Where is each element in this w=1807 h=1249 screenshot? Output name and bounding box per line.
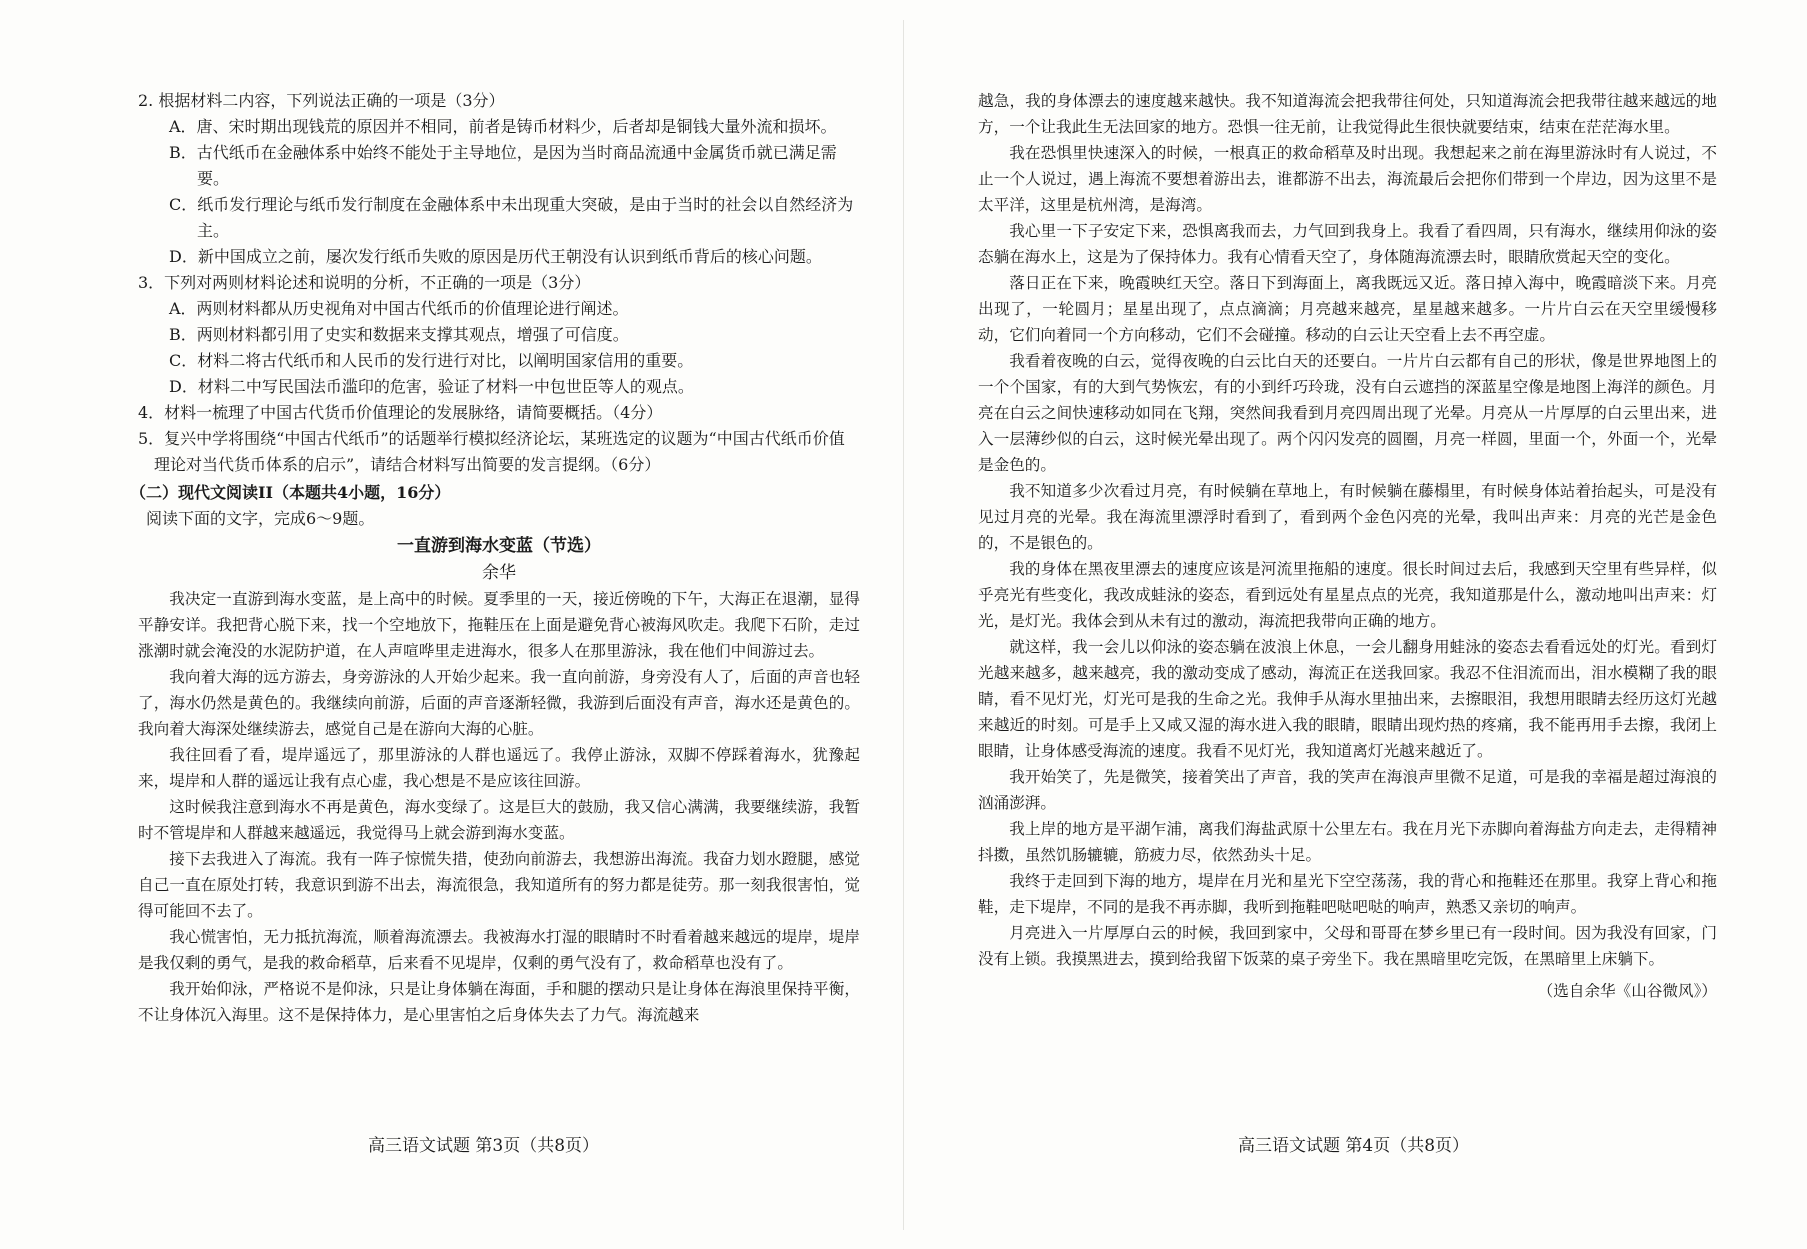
question-3-option-a: A．两则材料都从历史视角对中国古代纸币的价值理论进行阐述。: [169, 299, 629, 318]
passage-paragraph: 落日正在下来，晚霞映红天空。落日下到海面上，离我既远又近。落日掉入海中，晚霞暗淡下来。月亮出现了，一轮圆月；星星出现了，点点滴滴；月亮越来越亮，星星越来越多。一片片白云在天空里缓慢移动，它们向着同一个方向移动，它们不会碰撞。移动的白云让天空看上去不再空虚。: [978, 274, 1717, 344]
question-2-option-b: B．古代纸币在金融体系中始终不能处于主导地位，是因为当时商品流通中金属货币就已满足需要。: [169, 143, 837, 188]
left-page: [0, 0, 900, 1249]
passage-paragraph: 我在恐惧里快速深入的时候，一根真正的救命稻草及时出现。我想起来之前在海里游泳时有人说过，不止一个人说过，遇上海流不要想着游出去，谁都游不出去，海流最后会把你们带到一个岸边，因为这里不是太平洋，这里是杭州湾，是海湾。: [978, 144, 1717, 214]
passage-paragraph: 就这样，我一会儿以仰泳的姿态躺在波浪上休息，一会儿翻身用蛙泳的姿态去看看远处的灯光。看到灯光越来越多，越来越亮，我的激动变成了感动，海流正在送我回家。我忍不住泪流而出，泪水模糊了我的眼睛，看不见灯光，灯光可是我的生命之光。我伸手从海水里抽出来，去擦眼泪，我想用眼睛去经历这灯光越来越近的时刻。可是手上又咸又湿的海水进入我的眼睛，眼睛出现灼热的疼痛，我不能再用手去擦，我闭上眼睛，让身体感受海流的速度。我看不见灯光，我知道离灯光越来越近了。: [978, 638, 1717, 760]
page-footer-left: 高三语文试题 第3页（共8页）: [368, 1136, 600, 1156]
passage-source: （选自余华《山谷微风》）: [1537, 982, 1717, 1000]
passage-author: 余华: [482, 563, 516, 583]
passage-paragraph: 我心里一下子安定下来，恐惧离我而去，力气回到我身上。我看了看四周，只有海水，继续用仰泳的姿态躺在海水上，这是为了保持体力。我有心情看天空了，身体随海流漂去时，眼睛欣赏起天空的变化。: [978, 222, 1717, 266]
passage-paragraph: 接下去我进入了海流。我有一阵子惊慌失措，使劲向前游去，我想游出海流。我奋力划水蹬腿，感觉自己一直在原处打转，我意识到游不出去，海流很急，我知道所有的努力都是徒劳。那一刻我很害怕，觉得可能回不去了。: [138, 850, 860, 920]
passage-paragraph: 月亮进入一片厚厚白云的时候，我回到家中，父母和哥哥在梦乡里已有一段时间。因为我没有回家，门没有上锁。我摸黑进去，摸到给我留下饭菜的桌子旁坐下。我在黑暗里吃完饭，在黑暗里上床躺下。: [978, 924, 1717, 968]
question-4: 4．材料一梳理了中国古代货币价值理论的发展脉络，请简要概括。（4分）: [138, 403, 663, 422]
question-3-stem: 3．下列对两则材料论述和说明的分析，不正确的一项是（3分）: [138, 273, 591, 292]
question-5: 5．复兴中学将围绕“中国古代纸币”的话题举行模拟经济论坛，某班选定的议题为“中国古代纸币价值理论对当代货币体系的启示”，请结合材料写出简要的发言提纲。（6分）: [138, 429, 845, 474]
passage-paragraph: 越急，我的身体漂去的速度越来越快。我不知道海流会把我带往何处，只知道海流会把我带往越来越远的地方，一个让我此生无法回家的地方。恐惧一往无前，让我觉得此生很快就要结束，结束在茫茫海水里。: [978, 92, 1717, 136]
passage-paragraph: 我向着大海的远方游去，身旁游泳的人开始少起来。我一直向前游，身旁没有人了，后面的声音也轻了，海水仍然是黄色的。我继续向前游，后面的声音逐渐轻微，我游到后面没有声音，海水还是黄色的。我向着大海深处继续游去，感觉自己是在游向大海的心脏。: [138, 668, 860, 738]
passage-paragraph: 我开始仰泳，严格说不是仰泳，只是让身体躺在海面，手和腿的摆动只是让身体在海浪里保持平衡，不让身体沉入海里。这不是保持体力，是心里害怕之后身体失去了力气。海流越来: [138, 980, 860, 1024]
right-page: [900, 0, 1807, 1249]
passage-paragraph: 我不知道多少次看过月亮，有时候躺在草地上，有时候躺在藤榻里，有时候身体站着抬起头，可是没有见过月亮的光晕。我在海流里漂浮时看到了，看到两个金色闪亮的光晕，我叫出声来：月亮的光芒是金色的，不是银色的。: [978, 482, 1717, 552]
passage-paragraph: 这时候我注意到海水不再是黄色，海水变绿了。这是巨大的鼓励，我又信心满满，我要继续游，我暂时不管堤岸和人群越来越遥远，我觉得马上就会游到海水变蓝。: [138, 798, 860, 842]
question-2-option-c: C．纸币发行理论与纸币发行制度在金融体系中未出现重大突破，是由于当时的社会以自然经济为主。: [169, 195, 854, 240]
passage-paragraph: 我往回看了看，堤岸遥远了，那里游泳的人群也遥远了。我停止游泳，双脚不停踩着海水，犹豫起来，堤岸和人群的遥远让我有点心虚，我心想是不是应该往回游。: [138, 746, 860, 790]
passage-paragraph: 我决定一直游到海水变蓝，是上高中的时候。夏季里的一天，接近傍晚的下午，大海正在退潮，显得平静安详。我把背心脱下来，找一个空地放下，拖鞋压在上面是避免背心被海风吹走。我爬下石阶，走过涨潮时就会淹没的水泥防护道，在人声喧哗里走进海水，很多人在那里游泳，我在他们中间游过去。: [138, 590, 860, 660]
passage-paragraph: 我看着夜晚的白云，觉得夜晚的白云比白天的还要白。一片片白云都有自己的形状，像是世界地图上的一个个国家，有的大到气势恢宏，有的小到纤巧玲珑，没有白云遮挡的深蓝星空像是地图上海洋的颜色。月亮在白云之间快速移动如同在飞翔，突然间我看到月亮四周出现了光晕。月亮从一片厚厚的白云里出来，进入一层薄纱似的白云，这时候光晕出现了。两个闪闪发亮的圆圈，月亮一样圆，里面一个，外面一个，光晕是金色的。: [978, 352, 1717, 474]
passage-title: 一直游到海水变蓝（节选）: [397, 536, 601, 556]
question-3-option-c: C．材料二将古代纸币和人民币的发行进行对比，以阐明国家信用的重要。: [169, 351, 694, 370]
page-footer-right: 高三语文试题 第4页（共8页）: [1238, 1136, 1470, 1156]
passage-paragraph: 我开始笑了，先是微笑，接着笑出了声音，我的笑声在海浪声里微不足道，可是我的幸福是超过海浪的汹涌澎湃。: [978, 768, 1717, 812]
question-2-option-a: A．唐、宋时期出现钱荒的原因并不相同，前者是铸币材料少，后者却是铜钱大量外流和损坏。: [169, 117, 837, 136]
passage-paragraph: 我心慌害怕，无力抵抗海流，顺着海流漂去。我被海水打湿的眼睛时不时看着越来越远的堤岸，堤岸是我仅剩的勇气，是我的救命稻草，后来看不见堤岸，仅剩的勇气没有了，救命稻草也没有了。: [138, 928, 860, 972]
question-2-stem: 2. 根据材料二内容，下列说法正确的一项是（3分）: [138, 91, 505, 110]
question-2-option-d: D．新中国成立之前，屡次发行纸币失败的原因是历代王朝没有认识到纸币背后的核心问题。: [169, 247, 822, 266]
question-3-option-d: D．材料二中写民国法币滥印的危害，验证了材料一中包世臣等人的观点。: [169, 377, 694, 396]
reading-instruction: 阅读下面的文字，完成6～9题。: [146, 509, 375, 528]
section-heading: （二）现代文阅读II（本题共4小题，16分）: [130, 483, 451, 502]
passage-paragraph: 我终于走回到下海的地方，堤岸在月光和星光下空空荡荡，我的背心和拖鞋还在那里。我穿上背心和拖鞋，走下堤岸，不同的是我不再赤脚，我听到拖鞋吧哒吧哒的响声，熟悉又亲切的响声。: [978, 872, 1717, 916]
passage-paragraph: 我的身体在黑夜里漂去的速度应该是河流里拖船的速度。很长时间过去后，我感到天空里有些异样，似乎亮光有些变化，我改成蛙泳的姿态，看到远处有星星点点的光亮，我知道那是什么，激动地叫出声来：灯光，是灯光。我体会到从未有过的激动，海流把我带向正确的地方。: [978, 560, 1717, 630]
passage-paragraph: 我上岸的地方是平湖乍浦，离我们海盐武原十公里左右。我在月光下赤脚向着海盐方向走去，走得精神抖擞，虽然饥肠辘辘，筋疲力尽，依然劲头十足。: [978, 820, 1717, 864]
question-3-option-b: B．两则材料都引用了史实和数据来支撑其观点，增强了可信度。: [169, 325, 629, 344]
